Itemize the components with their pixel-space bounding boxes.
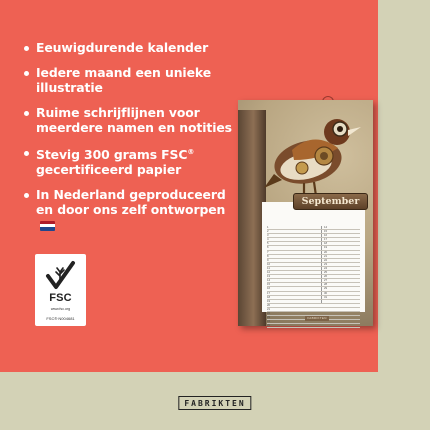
day-number: 4 (267, 237, 269, 242)
steampunk-bird-illustration (264, 110, 364, 200)
day-number: 12 (267, 270, 271, 275)
day-number: 9 (267, 257, 269, 262)
day-number: 7 (267, 249, 269, 254)
date-row (267, 324, 360, 328)
feature-item (24, 187, 234, 234)
day-number: 8 (267, 253, 269, 258)
month-plaque: September (293, 193, 368, 210)
day-number: 22 (267, 310, 271, 315)
feature-text: In Nederland geproduceerd en door ons zelf ontworpen (36, 186, 226, 218)
day-number: 25 (267, 323, 271, 328)
feature-item (24, 65, 234, 96)
day-number: 26 (324, 274, 328, 279)
day-number: 25 (324, 270, 328, 275)
bullet-icon (24, 46, 29, 51)
fsc-url: www.fsc.org (50, 307, 71, 311)
day-number: 23 (267, 315, 271, 320)
bullet-icon (24, 111, 29, 116)
feature-text-after: gecertificeerd papier (36, 162, 182, 178)
day-number: 19 (324, 245, 328, 250)
bullet-icon (24, 193, 29, 198)
flag-stripe-blue (40, 227, 55, 230)
day-number: 16 (324, 233, 328, 238)
day-number: 15 (324, 229, 328, 234)
day-number: 23 (324, 261, 328, 266)
day-number: 5 (267, 241, 269, 246)
day-number: 18 (267, 294, 271, 299)
fsc-tree-checkmark-icon (45, 260, 76, 291)
day-number: 20 (267, 302, 271, 307)
feature-text: Iedere maand een unieke illustratie (36, 64, 211, 95)
feature-list (24, 40, 234, 242)
day-number: 14 (324, 225, 328, 229)
day-number: 16 (267, 286, 271, 291)
bullet-icon (24, 71, 29, 76)
day-number: 1 (267, 225, 269, 229)
feature-item (24, 40, 234, 56)
day-number: 6 (267, 245, 269, 250)
day-number: 20 (324, 249, 328, 254)
day-number: 17 (267, 290, 271, 295)
day-number: 11 (267, 265, 270, 270)
netherlands-flag-icon (40, 221, 55, 231)
day-number: 21 (267, 306, 271, 311)
day-number: 29 (324, 286, 328, 291)
day-number: 18 (324, 241, 328, 246)
day-number: 19 (267, 298, 271, 303)
day-number: 30 (324, 290, 328, 295)
day-number: 3 (267, 233, 269, 238)
feature-item (24, 145, 234, 178)
day-number: 22 (324, 257, 328, 262)
feature-text: Eeuwigdurende kalender (36, 40, 209, 55)
bullet-icon (24, 151, 29, 156)
day-number: 28 (324, 282, 328, 287)
day-number: 14 (267, 278, 271, 283)
day-number: 24 (324, 265, 328, 270)
day-number: 24 (267, 319, 271, 324)
brand-logo: FABRIKTEN (178, 396, 251, 410)
fsc-logo (35, 254, 86, 326)
day-number: 13 (267, 274, 271, 279)
day-number: 31 (324, 294, 328, 299)
day-number: 15 (267, 282, 271, 287)
day-number: 27 (324, 278, 328, 283)
fsc-label: FSC (49, 292, 72, 304)
day-number: 17 (324, 237, 328, 242)
day-number: 10 (267, 261, 271, 266)
day-number: 2 (267, 229, 269, 234)
feature-text: Stevig 300 grams FSC (36, 146, 188, 162)
day-number: 21 (324, 253, 328, 258)
date-rows (267, 226, 360, 328)
calendar-brand-badge: FABRIKTEN (305, 316, 329, 321)
feature-item (24, 105, 234, 136)
fsc-code: FSC® N004681 (46, 316, 75, 321)
registered-mark: ® (187, 147, 195, 156)
feature-text: Ruime schrijflijnen voor meerdere namen en notities (36, 104, 232, 135)
